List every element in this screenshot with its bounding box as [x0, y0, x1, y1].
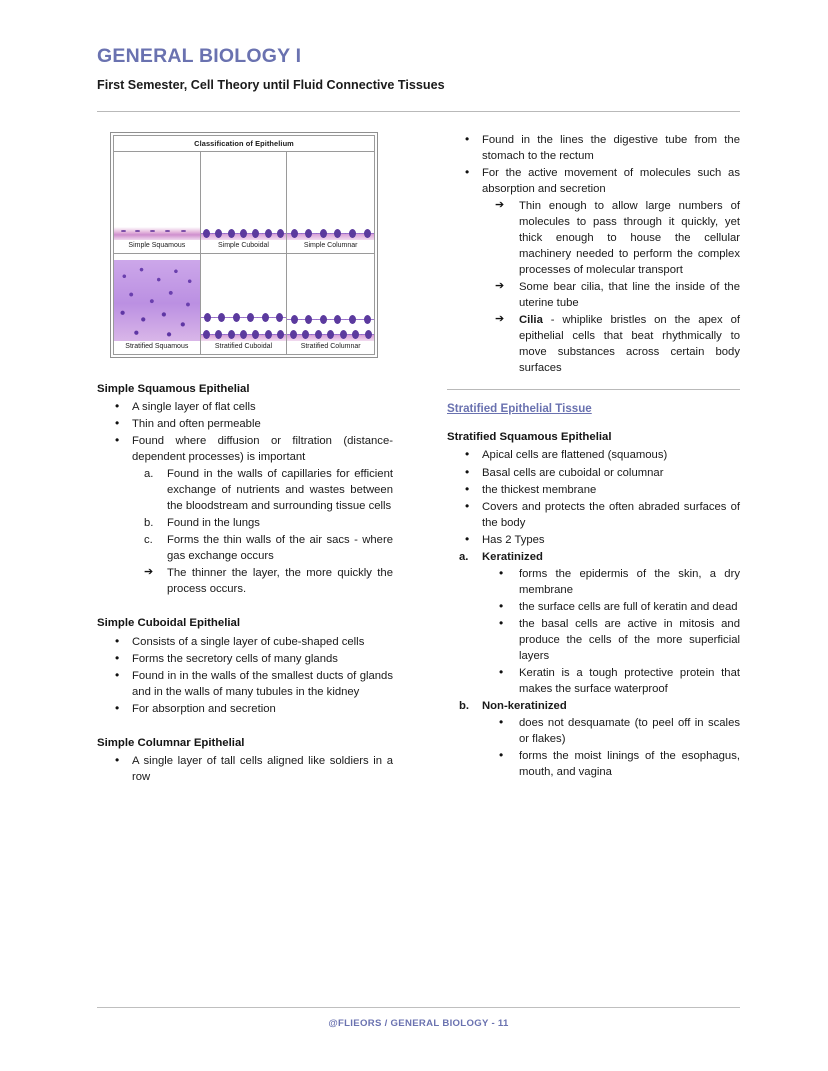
figure-grid: [113, 152, 375, 355]
list-item: • Thin and often permeable: [97, 416, 393, 432]
section-heading: Simple Columnar Epithelial: [97, 736, 245, 749]
bullet-list: [447, 447, 740, 780]
list-item-type-keratinized: [447, 549, 740, 565]
section-heading: Stratified Squamous Epithelial: [447, 431, 612, 444]
section-heading: Simple Squamous Epithelial: [97, 382, 250, 395]
bullet-list: [97, 753, 393, 785]
list-item-text: - whiplike bristles on the apex of epithelial cells that beat rhythmically to move substances across certain body surfaces: [519, 313, 740, 374]
list-item: • forms the moist linings of the esophagus, mouth, and vagina: [447, 748, 740, 780]
figure-cell-simple-cuboidal: [201, 152, 288, 253]
footer-divider: [97, 1007, 740, 1008]
list-item-alpha: [97, 466, 393, 514]
list-item-arrow-cilia: [447, 312, 740, 376]
figure-cell-stratified-squamous: [114, 253, 201, 354]
list-item-type-non-keratinized: [447, 698, 740, 714]
stratified-columnar-illustration-apical: [287, 276, 374, 320]
list-item: • Has 2 Types: [447, 532, 740, 548]
type-name: Non-keratinized: [482, 699, 567, 712]
list-item: • For absorption and secretion: [97, 701, 393, 717]
list-item: • A single layer of flat cells: [97, 399, 393, 415]
page-subtitle: First Semester, Cell Theory until Fluid Connective Tissues: [97, 78, 445, 93]
section-stratified-squamous: [447, 430, 740, 780]
figure-whitespace: [114, 254, 200, 260]
figure-cell-label: Simple Cuboidal: [201, 241, 287, 251]
stratified-cuboidal-illustration-basal: [201, 318, 287, 335]
stratified-cuboidal-illustration-apical: [201, 301, 287, 318]
simple-columnar-illustration: [287, 178, 374, 234]
list-marker: a.: [144, 468, 154, 481]
list-marker: b.: [459, 699, 470, 712]
list-item: • Found where diffusion or filtration (distance-dependent processes) is important: [97, 433, 393, 465]
bullet-list: [97, 399, 393, 597]
list-item-text: Forms the thin walls of the air sacs - where gas exchange occurs: [167, 534, 393, 563]
list-item: • the basal cells are active in mitosis and produce the cells of the more superficial layers: [447, 616, 740, 664]
list-marker: a.: [459, 550, 469, 563]
list-item-text: Found in the lungs: [167, 517, 260, 530]
term-cilia: Cilia: [519, 313, 543, 326]
list-item: • forms the epidermis of the skin, a dry membrane: [447, 566, 740, 598]
header-divider: [97, 111, 740, 112]
list-item: • Consists of a single layer of cube-shaped cells: [97, 634, 393, 650]
section-divider: [447, 389, 740, 390]
list-item-alpha: [97, 532, 393, 564]
stratified-epithelial-tissue-link[interactable]: Stratified Epithelial Tissue: [447, 402, 592, 416]
figure-cell-label: Stratified Columnar: [287, 342, 374, 352]
list-item: • the surface cells are full of keratin and dead: [447, 599, 740, 615]
list-item: • Found in in the walls of the smallest ducts of glands and in the walls of many tubules in the kidney: [97, 668, 393, 700]
list-item-alpha: [97, 515, 393, 531]
footer-text: @FLIEORS / GENERAL BIOLOGY - 11: [328, 1018, 509, 1029]
right-column: [447, 132, 740, 787]
list-item: • For the active movement of molecules such as absorption and secretion: [447, 165, 740, 197]
bullet-list-top: [447, 132, 740, 376]
simple-cuboidal-illustration: [201, 214, 287, 234]
section-simple-cuboidal: [97, 616, 393, 717]
content-columns: [97, 132, 740, 787]
figure-cell-simple-squamous: [114, 152, 201, 253]
section-heading: Simple Cuboidal Epithelial: [97, 617, 241, 630]
bullet-list: [97, 634, 393, 717]
list-item: • Apical cells are flattened (squamous): [447, 447, 740, 463]
list-item: • A single layer of tall cells aligned like soldiers in a row: [97, 753, 393, 785]
figure-cell-label: Simple Columnar: [287, 241, 374, 251]
list-marker: c.: [144, 534, 153, 547]
list-item-arrow: ➔ The thinner the layer, the more quickly the process occurs.: [97, 565, 393, 597]
left-column: [97, 132, 393, 787]
list-item-arrow: ➔ Thin enough to allow large numbers of molecules to pass through it quickly, yet thick enough to house the cellular machinery needed to perform the complex processes of molecular transport: [447, 198, 740, 278]
list-item: • does not desquamate (to peel off in scales or flakes): [447, 715, 740, 747]
list-item: • Covers and protects the often abraded surfaces of the body: [447, 499, 740, 531]
list-marker: b.: [144, 517, 154, 530]
figure-cell-stratified-cuboidal: [201, 253, 288, 354]
list-item-arrow: ➔ Some bear cilia, that line the inside of the uterine tube: [447, 279, 740, 311]
list-item: • Forms the secretory cells of many glands: [97, 651, 393, 667]
epithelium-classification-figure: [110, 132, 378, 358]
list-item: • the thickest membrane: [447, 482, 740, 498]
stratified-squamous-illustration: [114, 258, 200, 341]
figure-cell-stratified-columnar: [287, 253, 374, 354]
figure-cell-label: Simple Squamous: [114, 241, 200, 251]
basement-membrane: [287, 234, 374, 240]
section-simple-columnar: [97, 736, 393, 785]
page-title: GENERAL BIOLOGY I: [97, 45, 302, 67]
type-name: Keratinized: [482, 550, 543, 563]
list-item-text: Found in the walls of capillaries for efficient exchange of nutrients and wastes between the bloodstream and surrounding tissue cells: [167, 468, 393, 513]
stratified-columnar-illustration-basal: [287, 320, 374, 335]
figure-title: Classification of Epithelium: [113, 135, 375, 152]
page-footer: [97, 1007, 740, 1029]
section-simple-squamous: [97, 382, 393, 598]
list-item: • Keratin is a tough protective protein that makes the surface waterproof: [447, 665, 740, 697]
simple-squamous-illustration: [114, 227, 200, 240]
list-item: • Found in the lines the digestive tube from the stomach to the rectum: [447, 132, 740, 164]
figure-cell-label: Stratified Cuboidal: [201, 342, 287, 352]
list-item: • Basal cells are cuboidal or columnar: [447, 465, 740, 481]
figure-cell-label: Stratified Squamous: [114, 342, 200, 352]
figure-cell-simple-columnar: [287, 152, 374, 253]
